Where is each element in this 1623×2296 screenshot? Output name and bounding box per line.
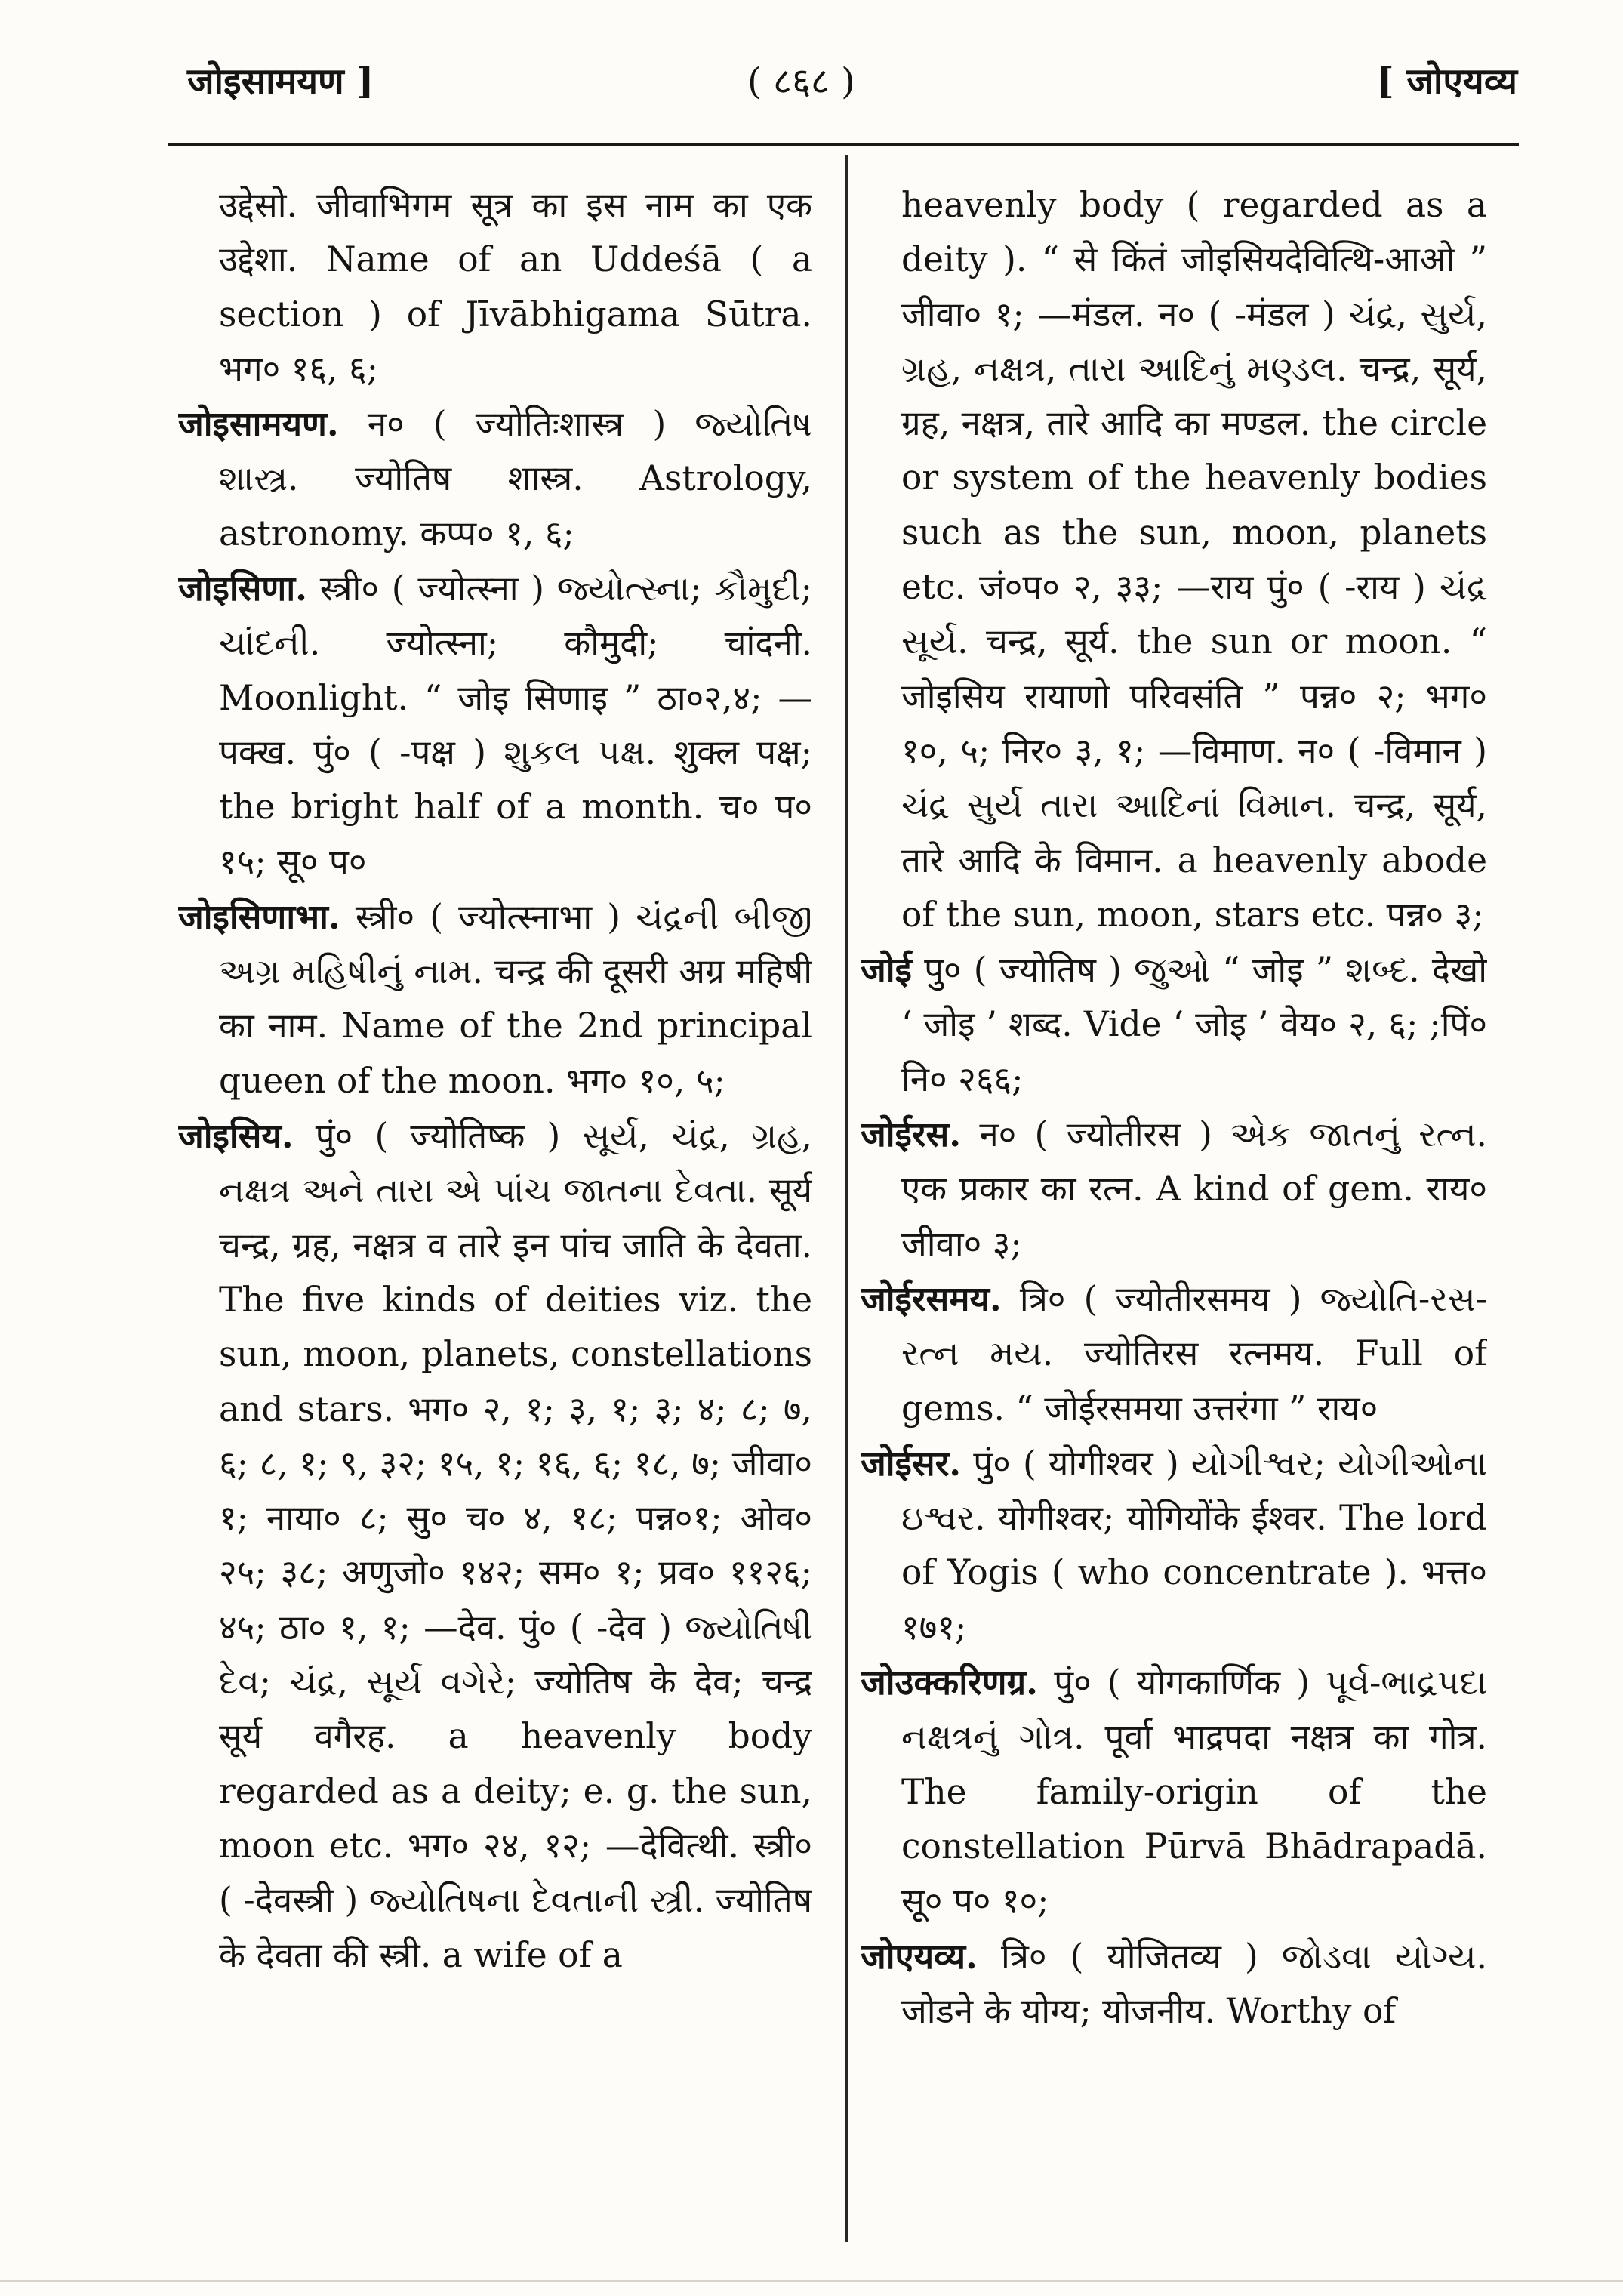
dictionary-entry: जोइसामयण. न० ( ज्योतिःशास्त्र ) જ્યોતિષ શાસ્ત્ર. ज्योतिष शास्त्र. Astrology, astronomy. कप्प० १, ६; xyxy=(178,403,812,553)
entry-headword: जोइसिणा. xyxy=(178,568,307,609)
dictionary-entry: जोईसर. पुं० ( योगीश्वर ) યોગીશ્વર; યોગીઓના ઇશ્વર. योगीश्वर; योगियोंके ईश्वर. The lord of Yogis ( who concentrate ). भत्त० १७१; xyxy=(861,1442,1487,1647)
dictionary-entry: जोएयव्य. त्रि० ( योजितव्य ) જોડવા યોગ્ય. जोडने के योग्य; योजनीय. Worthy of xyxy=(861,1935,1487,2031)
page-edge-line xyxy=(0,2280,1623,2282)
entry-headword: जोइसामयण. xyxy=(178,403,339,445)
dictionary-entry: heavenly body ( regarded as a deity ). “ से किंतं जोइसियदेवित्थि-आओ ” जीवा० १; —मंडल. न० ( -मंडल ) ચંદ્ર, સુર્ય, ગ્રહ, નક્ષત્ર, તારા આદિનું મણ્ડલ. चन्द्र, सूर्य, ग्रह, नक्षत्र, तारे आदि का मण्डल. the circle or system of the heavenly bodies such as the sun, moon, planets etc. जं०प० २, ३३; —राय पुं० ( -राय ) ચંદ્ર સૂર્ય. चन्द्र, सूर्य. the sun or moon. “ जोइसिय रायाणो परिवसंति ” पन्न० २; भग० १०, ५; निर० ३, १; —विमाण. न० ( -विमान ) ચંદ્ર સુર્ય તારા આદિનાં વિમાન. चन्द्र, सूर्य, तारे आदि के विमान. a heavenly abode of the sun, moon, stars etc. पन्न० ३; xyxy=(901,185,1487,935)
dictionary-entry: उद्देसो. जीवाभिगम सूत्र का इस नाम का एक उद्देशा. Name of an Uddeśā ( a section ) of Jīvābhigama Sūtra. भग० १६, ६; xyxy=(219,185,812,389)
dictionary-entry: जोई पु० ( ज्योतिष ) જુઓ “ जोइ ” શબ્દ. देखो ‘ जोइ ’ शब्द. Vide ‘ जोइ ’ वेय० २, ६; ;पिं० नि० २६६; xyxy=(861,949,1487,1099)
dictionary-entry: जोउक्करिणग्र. पुं० ( योगकार्णिक ) પૂર્વ-ભાદ્રપદા નક્ષત્રનું ગોત્ર. पूर्वा भाद्रपदा नक्षत्र का गोत्र. The family-origin of the constellation Pūrvā Bhādrapadā. सू० प० १०; xyxy=(861,1662,1487,1922)
header-rule xyxy=(168,143,1519,146)
entry-headword: जोईरसमय. xyxy=(861,1277,1002,1319)
entry-headword: जोईसर. xyxy=(861,1442,962,1484)
entry-headword: जोउक्करिणग्र. xyxy=(861,1662,1039,1703)
dictionary-entry: जोइसिय. पुं० ( ज्योतिष्क ) સૂર્ય, ચંદ્ર, ગ્રહ, નક્ષત્ર અને તારા એ પાંચ જાતના દેવતા. सूर्य चन्द्र, ग्रह, नक्षत्र व तारे इन पांच जाति के देवता. The five kinds of deities viz. the sun, moon, planets, constellations and stars. भग० २, १; ३, १; ३; ४; ८; ७, ६; ८, १; ९, ३२; १५, १; १६, ६; १८, ७; जीवा० १; नाया० ८; सु० च० ४, १८; पन्न०१; ओव० २५; ३८; अणुजो० १४२; सम० १; प्रव० ११२६; ४५; ठा० १, १; —देव. पुं० ( -देव ) જ્યોતિષી દેવ; ચંદ્ર, સૂર્ય વગેરે; ज्योतिष के देव; चन्द्र सूर्य वगैरह. a heavenly body regarded as a deity; e. g. the sun, moon etc. भग० २४, १२; —देवित्थी. स्त्री० ( -देवस्त्री ) જ્યોતિષના દેવતાની સ્ત્રી. ज्योतिष के देवता की स्त्री. a wife of a xyxy=(178,1115,812,1975)
dictionary-entry: जोईरसमय. त्रि० ( ज्योतीरसमय ) જ્યોતિ-રસ-રત્ન મય. ज्योतिरस रत्नमय. Full of gems. “ जोईरसमया उत्तरंगा ” राय० xyxy=(861,1277,1487,1428)
entry-headword: जोइसिय. xyxy=(178,1115,294,1157)
left-guide-word: जोइसामयण ] xyxy=(187,60,374,103)
page-header xyxy=(0,0,1623,151)
entry-headword: जोइसिणाभा. xyxy=(178,895,340,937)
right-column xyxy=(861,177,1487,2261)
dictionary-entry: जोइसिणा. स्त्री० ( ज्योत्स्ना ) જ્યોત્સ્ના; કૌમુદી; ચાંદની. ज्योत्स्ना; कौमुदी; चांदनी. Moonlight. “ जोइ सिणाइ ” ठा०२,४; —पक्ख. पुं० ( -पक्ष ) શુકલ પક્ષ. शुक्ल पक्ष; the bright half of a month. च० प० १५; सू० प० xyxy=(178,568,812,882)
page-number: ( ८६८ ) xyxy=(747,60,855,103)
dictionary-entry: जोइसिणाभा. स्त्री० ( ज्योत्स्नाभा ) ચંદ્રની બીજી અગ્ર મહિષીનું નામ. चन्द्र की दूसरी अग्र महिषी का नाम. Name of the 2nd principal queen of the moon. भग० १०, ५; xyxy=(178,895,812,1101)
left-column xyxy=(178,177,812,2261)
column-divider xyxy=(845,155,848,2242)
dictionary-entry: जोईरस. न० ( ज्योतीरस ) એક જાતનું રત્ન. एक प्रकार का रत्न. A kind of gem. राय० जीवा० ३; xyxy=(861,1114,1487,1264)
entry-headword: जोईरस. xyxy=(861,1114,962,1155)
right-guide-word: [ जोएयव्य xyxy=(1376,60,1517,103)
entry-headword: जोएयव्य. xyxy=(861,1935,978,1977)
entry-headword: जोई xyxy=(861,949,912,991)
